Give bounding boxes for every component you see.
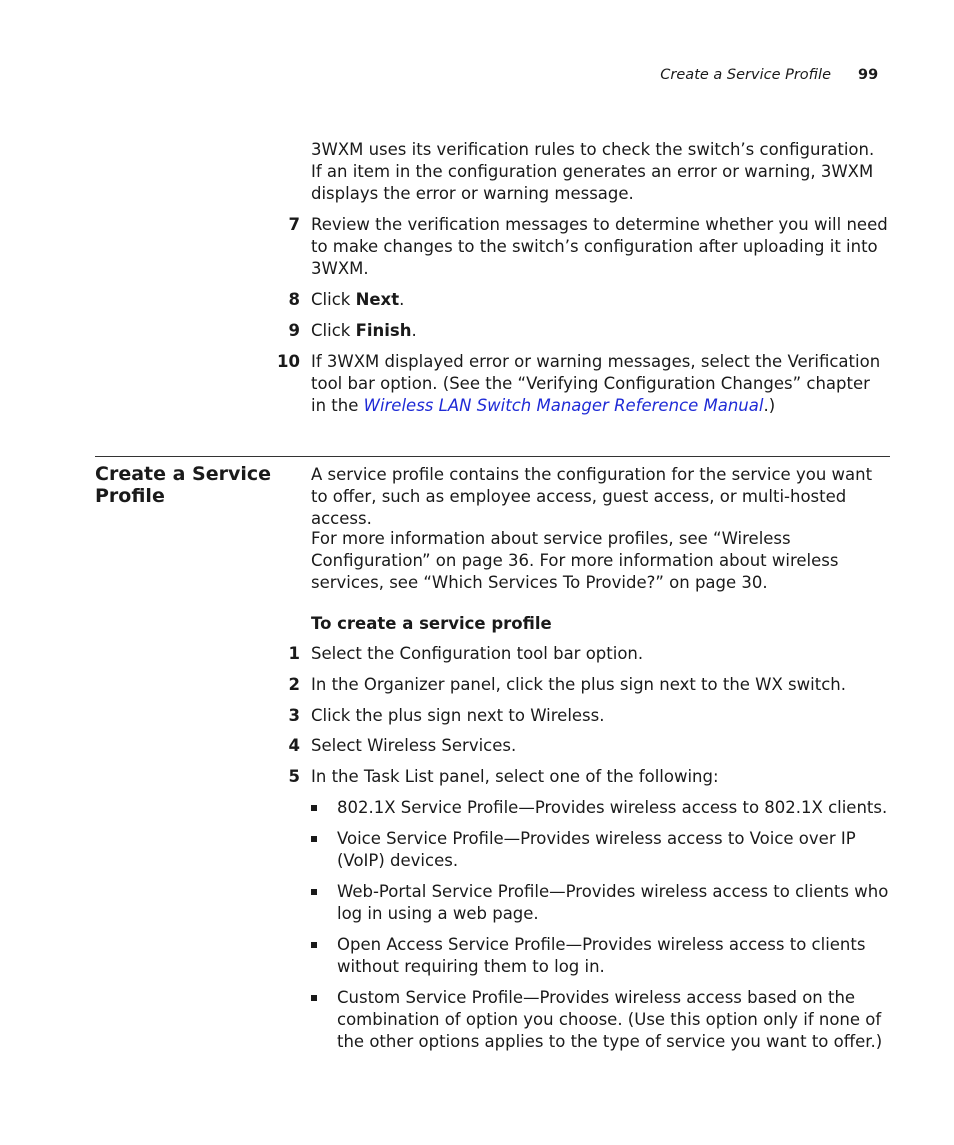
intro-paragraph: 3WXM uses its verification rules to check the switch’s configuration. If an item in the configuration generates an error or warning, 3WXM displays the error or warning message. bbox=[311, 140, 875, 203]
step-text: Select the Configuration tool bar option. bbox=[311, 644, 644, 663]
step-7 bbox=[266, 214, 889, 280]
bullet-square-icon bbox=[311, 995, 317, 1001]
step-5 bbox=[266, 766, 889, 788]
step-3 bbox=[266, 705, 889, 727]
step-number: 8 bbox=[288, 290, 300, 309]
step-text: Select Wireless Services. bbox=[311, 736, 517, 755]
step-text-pre: Click bbox=[311, 290, 356, 309]
list-item-text: Custom Service Profile—Provides wireless access based on the combination of option you choose. (Use this option only if none of the other options applies to the type of service you want to offer.) bbox=[337, 988, 883, 1051]
list-item bbox=[311, 934, 889, 978]
step-number: 9 bbox=[288, 321, 300, 340]
page-header bbox=[0, 67, 954, 87]
step-text: In the Task List panel, select one of the following: bbox=[311, 767, 719, 786]
step-number: 5 bbox=[288, 767, 300, 786]
step-text-pre: Click bbox=[311, 321, 356, 340]
step-text bbox=[311, 351, 889, 417]
step-text: Review the verification messages to determine whether you will need to make changes to the switch’s configuration after uploading it into 3WXM. bbox=[311, 215, 888, 278]
bullet-square-icon bbox=[311, 942, 317, 948]
step-number: 2 bbox=[288, 675, 300, 694]
bullet-square-icon bbox=[311, 889, 317, 895]
section-paragraph-2: For more information about service profiles, see “Wireless Configuration” on page 36. For more information about wireless services, see “Which Services To Provide?” on page 30. bbox=[311, 529, 839, 592]
list-item bbox=[311, 881, 889, 925]
step-number: 1 bbox=[288, 644, 300, 663]
step-text bbox=[311, 320, 889, 342]
step-number: 4 bbox=[288, 736, 300, 755]
step-number: 3 bbox=[288, 706, 300, 725]
step-text-post: . bbox=[411, 321, 417, 340]
next-label: Next bbox=[355, 290, 400, 309]
step-2 bbox=[266, 674, 889, 696]
finish-label: Finish bbox=[355, 321, 412, 340]
list-item bbox=[311, 797, 889, 819]
bullet-square-icon bbox=[311, 805, 317, 811]
list-item-text: Voice Service Profile—Provides wireless access to Voice over IP (VoIP) devices. bbox=[337, 829, 856, 870]
step-text bbox=[311, 289, 889, 311]
step-10 bbox=[266, 351, 889, 417]
section-divider bbox=[95, 456, 890, 457]
procedure-heading: To create a service profile bbox=[311, 614, 552, 633]
step-9 bbox=[266, 320, 889, 342]
list-item-text: Open Access Service Profile—Provides wireless access to clients without requiring them to log in. bbox=[337, 935, 866, 976]
section-heading: Create a Service Profile bbox=[95, 463, 272, 507]
list-item bbox=[311, 828, 889, 872]
running-title: Create a Service Profile bbox=[660, 67, 831, 83]
step-8 bbox=[266, 289, 889, 311]
step-text: In the Organizer panel, click the plus sign next to the WX switch. bbox=[311, 675, 846, 694]
step-text-post: . bbox=[399, 290, 405, 309]
step-number: 10 bbox=[277, 352, 300, 371]
list-item-text: 802.1X Service Profile—Provides wireless access to 802.1X clients. bbox=[337, 798, 888, 817]
step-4 bbox=[266, 735, 889, 757]
bullet-square-icon bbox=[311, 836, 317, 842]
step-number: 7 bbox=[288, 215, 300, 234]
step-text-pre: If 3WXM displayed error or warning messages, select the Verification tool bar option. (See the “Verifying Configuration Changes” chapter in the bbox=[311, 352, 881, 415]
section-paragraph-1: A service profile contains the configuration for the service you want to offer, such as employee access, guest access, or multi-hosted access. bbox=[311, 465, 873, 528]
step-1 bbox=[266, 643, 889, 665]
step-text: Click the plus sign next to Wireless. bbox=[311, 706, 605, 725]
reference-manual-link[interactable]: Wireless LAN Switch Manager Reference Manual bbox=[363, 396, 764, 415]
list-item-text: Web-Portal Service Profile—Provides wireless access to clients who log in using a web page. bbox=[337, 882, 889, 923]
page-number: 99 bbox=[858, 67, 879, 83]
list-item bbox=[311, 987, 889, 1053]
step-text-post: .) bbox=[763, 396, 776, 415]
